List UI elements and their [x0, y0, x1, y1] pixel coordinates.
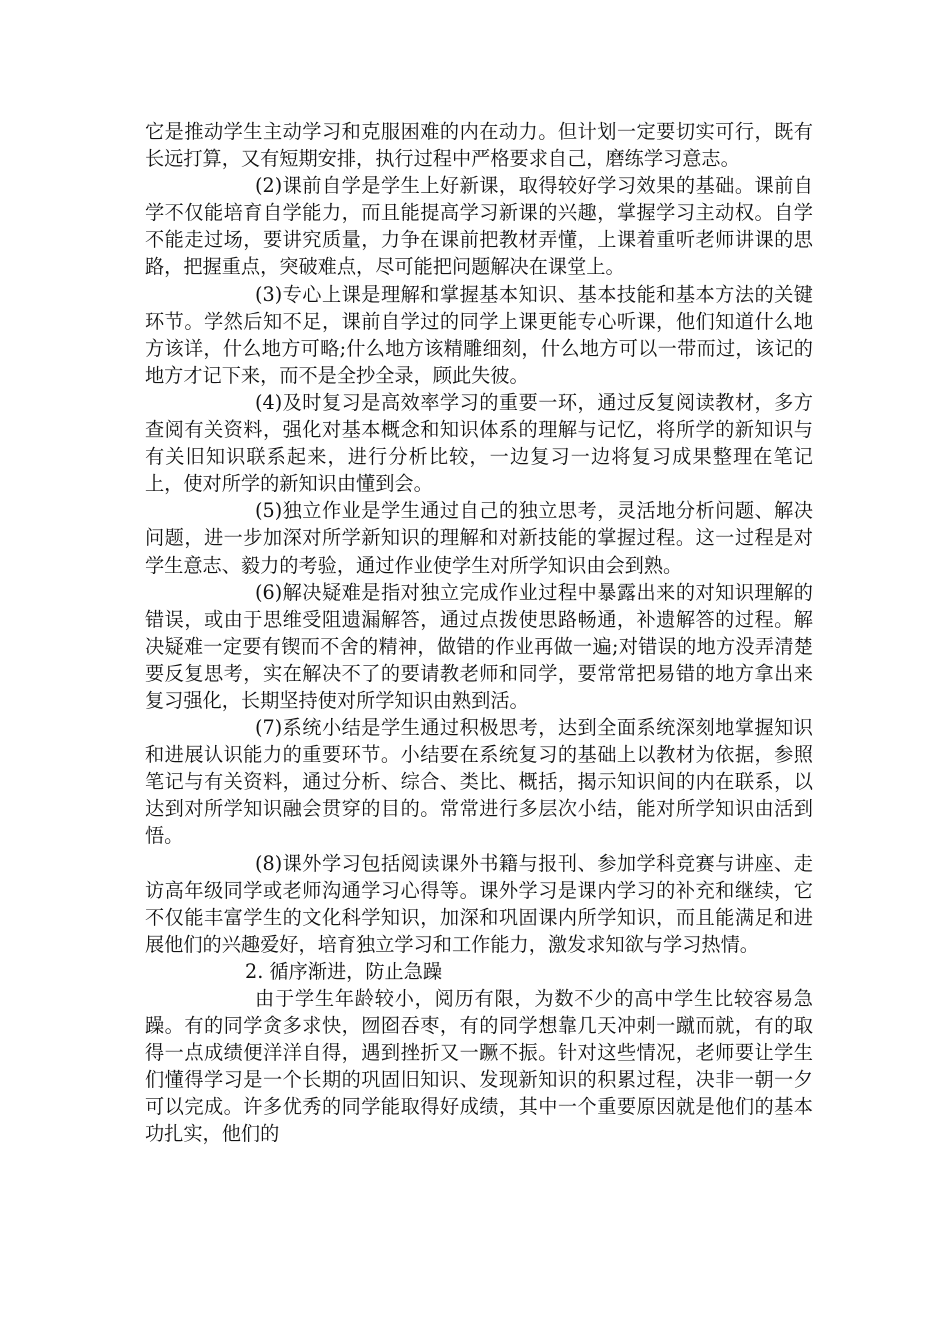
paragraph-item-6: (6)解决疑难是指对独立完成作业过程中暴露出来的对知识理解的错误，或由于思维受阻遗漏解答，通过点拨使思路畅通，补遗解答的过程。解决疑难一定要有锲而不舍的精神，做错的作业再做一遍;对错误的地方没弄清楚要反复思考，实在解决不了的要请教老师和同学，要常常把易错的地方拿出来复习强化，长期坚持使对所学知识由熟到活。 — [145, 580, 813, 712]
paragraph-item-8: (8)课外学习包括阅读课外书籍与报刊、参加学科竞赛与讲座、走访高年级同学或老师沟通学习心得等。课外学习是课内学习的补充和继续，它不仅能丰富学生的文化科学知识，加深和巩固课内所学知识，而且能满足和进展他们的兴趣爱好，培育独立学习和工作能力，激发求知欲与学习热情。 — [145, 851, 813, 956]
paragraph-item-4: (4)及时复习是高效率学习的重要一环，通过反复阅读教材，多方查阅有关资料，强化对基本概念和知识体系的理解与记忆，将所学的新知识与有关旧知识联系起来，进行分析比较，一边复习一边将复习成果整理在笔记上，使对所学的新知识由懂到会。 — [145, 390, 813, 496]
document-page — [145, 118, 813, 1148]
section-heading: 2. 循序渐进，防止急躁 — [245, 959, 443, 983]
paragraph-item-2: (2)课前自学是学生上好新课，取得较好学习效果的基础。课前自学不仅能培育自学能力，而且能提高学习新课的兴趣，掌握学习主动权。自学不能走过场，要讲究质量，力争在课前把教材弄懂，上课着重听老师讲课的思路，把握重点，突破难点，尽可能把问题解决在课堂上。 — [145, 174, 813, 279]
paragraph-continuation: 它是推动学生主动学习和克服困难的内在动力。但计划一定要切实可行，既有长远打算，又有短期安排，执行过程中严格要求自己，磨练学习意志。 — [145, 120, 813, 171]
paragraph-item-7: (7)系统小结是学生通过积极思考，达到全面系统深刻地掌握知识和进展认识能力的重要环节。小结要在系统复习的基础上以教材为依据，参照笔记与有关资料，通过分析、综合、类比、概括，揭示知识间的内在联系，以达到对所学知识融会贯穿的目的。常常进行多层次小结，能对所学知识由活到悟。 — [145, 716, 813, 848]
paragraph-item-3: (3)专心上课是理解和掌握基本知识、基本技能和基本方法的关键环节。学然后知不足，课前自学过的同学上课更能专心听课，他们知道什么地方该详，什么地方可略;什么地方该精雕细刻，什么地方可以一带而过，该记的地方才记下来，而不是全抄全录，顾此失彼。 — [145, 282, 813, 387]
paragraph-section-body: 由于学生年龄较小，阅历有限，为数不少的高中学生比较容易急躁。有的同学贪多求快，囫囵吞枣，有的同学想靠几天冲刺一蹴而就，有的取得一点成绩便洋洋自得，遇到挫折又一蹶不振。针对这些情况，老师要让学生们懂得学习是一个长期的巩固旧知识、发现新知识的积累过程，决非一朝一夕可以完成。许多优秀的同学能取得好成绩，其中一个重要原因就是他们的基本功扎实，他们的 — [145, 987, 813, 1146]
paragraph-item-5: (5)独立作业是学生通过自己的独立思考，灵活地分析问题、解决问题，进一步加深对所学新知识的理解和对新技能的掌握过程。这一过程是对学生意志、毅力的考验，通过作业使学生对所学知识由会到熟。 — [145, 499, 813, 577]
